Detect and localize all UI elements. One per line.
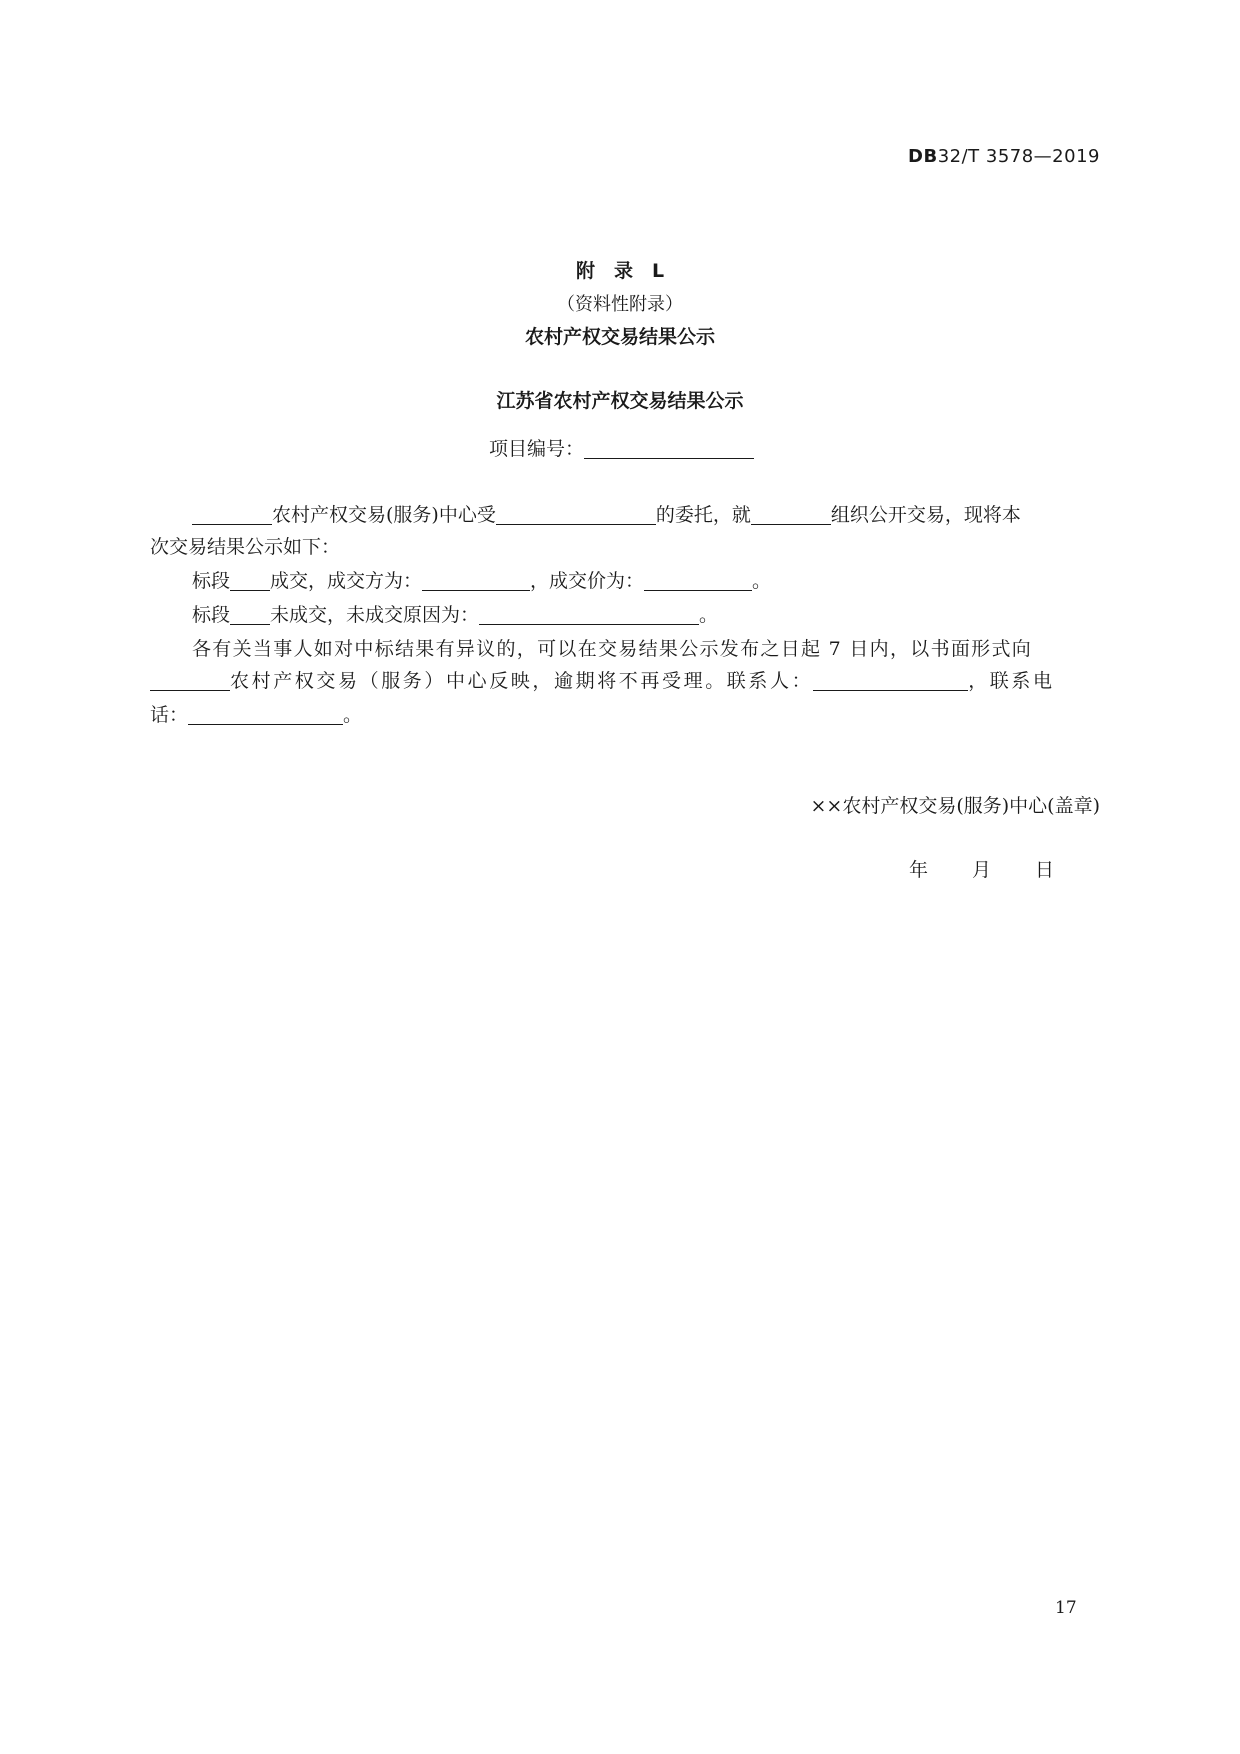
lot-deal-row	[150, 566, 1100, 593]
lot-nodeal-period: 。	[699, 604, 719, 626]
center-name-blank[interactable]	[192, 504, 272, 525]
page-number: 17	[1055, 1598, 1077, 1618]
lot-nodeal-number-blank[interactable]	[230, 604, 270, 625]
paragraph-1-text-a: 农村产权交易(服务)中心受	[272, 504, 496, 526]
issuer-seal-line: ××农村产权交易(服务)中心(盖章)	[810, 795, 1100, 817]
lot-nodeal-row	[150, 600, 1100, 627]
year-label: 年	[909, 859, 929, 881]
standard-code-prefix: DB	[908, 146, 938, 167]
price-label: ，成交价为：	[530, 570, 645, 592]
appendix-nature: （资料性附录）	[557, 294, 683, 315]
paragraph-3-line-3	[150, 700, 1100, 727]
phone-blank[interactable]	[188, 704, 343, 725]
paragraph-3-text-b: 农村产权交易（服务）中心反映，逾期将不再受理。联系人：	[230, 670, 814, 692]
paragraph-1-line-2: 次交易结果公示如下：	[150, 536, 341, 558]
appendix-title: 农村产权交易结果公示	[524, 326, 715, 348]
price-blank[interactable]	[644, 570, 752, 591]
standard-code-rest: 32/T 3578—2019	[937, 146, 1100, 167]
lot-number-blank[interactable]	[230, 570, 270, 591]
day-label: 日	[1035, 859, 1055, 881]
paragraph-1-text-b: 的委托，就	[655, 504, 751, 526]
paragraph-1-line-1	[150, 500, 1100, 527]
lot-nodeal-label: 标段	[192, 604, 231, 626]
paragraph-3-line-2	[150, 666, 1100, 693]
paragraph-1-text-c: 组织公开交易，现将本	[830, 504, 1021, 526]
contact-person-blank[interactable]	[813, 670, 968, 691]
month-label: 月	[972, 859, 992, 881]
lot-deal-label: 标段	[192, 570, 231, 592]
project-number-label: 项目编号：	[489, 438, 585, 460]
phone-label: 话：	[150, 704, 189, 726]
client-blank[interactable]	[496, 504, 656, 525]
standard-code	[908, 146, 1100, 167]
paragraph-3-text-a: 各有关当事人如对中标结果有异议的，可以在交易结果公示发布之日起 7 日内，以书面形式向	[192, 638, 1033, 660]
center-name-blank-2[interactable]	[150, 670, 230, 691]
appendix-label: 附 录 L	[575, 260, 665, 282]
reason-blank[interactable]	[479, 604, 699, 625]
paragraph-3-line-1	[150, 634, 1100, 661]
paragraph-3-text-c: ，联系电	[968, 670, 1055, 692]
buyer-blank[interactable]	[422, 570, 530, 591]
lot-deal-text: 成交，成交方为：	[270, 570, 423, 592]
project-blank[interactable]	[751, 504, 831, 525]
project-number-blank[interactable]	[584, 438, 754, 459]
lot-deal-period: 。	[752, 570, 772, 592]
date-line	[909, 855, 1098, 882]
notice-title: 江苏省农村产权交易结果公示	[496, 390, 744, 412]
lot-nodeal-text: 未成交，未成交原因为：	[270, 604, 480, 626]
paragraph-3-period: 。	[343, 704, 363, 726]
project-number-line	[489, 434, 754, 461]
